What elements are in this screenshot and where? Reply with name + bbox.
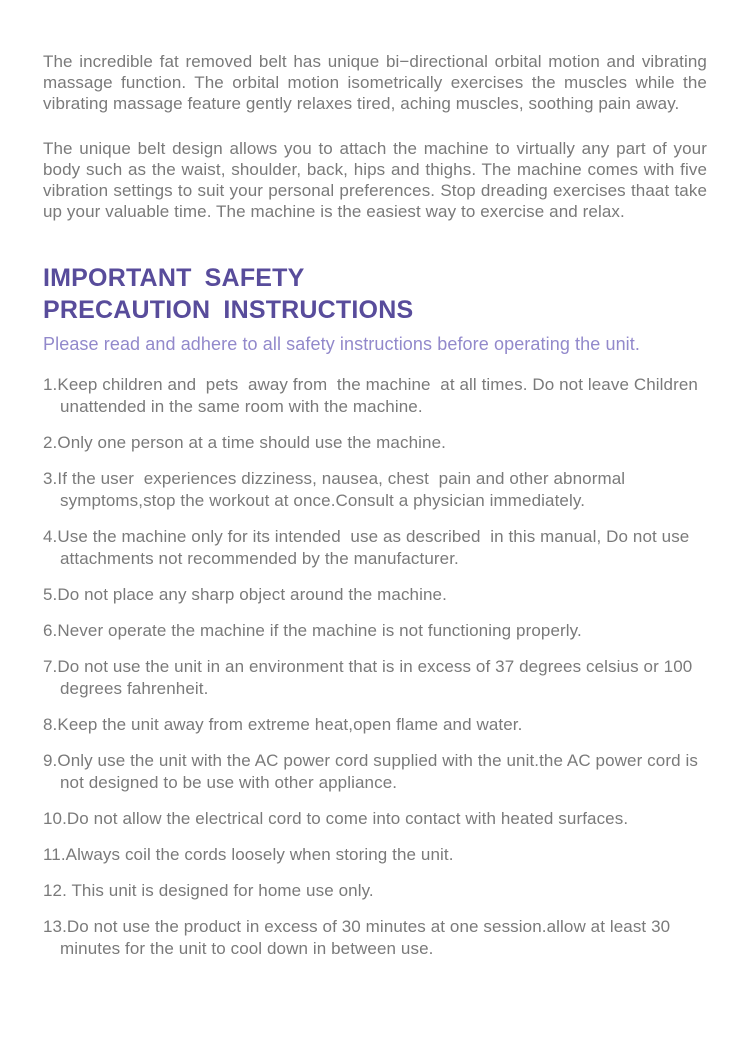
safety-heading-line-1: IMPORTANT SAFETY bbox=[43, 264, 305, 292]
safety-list-item-13: 13.Do not use the product in excess of 30 minutes at one session.allow at least 30 minutes for the unit to cool down in between use. bbox=[43, 917, 676, 958]
safety-list-item-7: 7.Do not use the unit in an environment that is in excess of 37 degrees celsius or 100 degrees fahrenheit. bbox=[43, 657, 698, 698]
safety-list-item-10: 10.Do not allow the electrical cord to come into contact with heated surfaces. bbox=[43, 809, 629, 828]
safety-list-item-3: 3.If the user experiences dizziness, nausea, chest pain and other abnormal symptoms,stop the workout at once.Consult a physician immediately. bbox=[43, 469, 630, 510]
safety-instructions-list bbox=[43, 374, 707, 960]
safety-heading-line-2: PRECAUTION INSTRUCTIONS bbox=[43, 296, 414, 324]
safety-list-item-12: 12. This unit is designed for home use only. bbox=[43, 881, 374, 900]
safety-list-item-8: 8.Keep the unit away from extreme heat,open flame and water. bbox=[43, 715, 523, 734]
safety-list-item-2: 2.Only one person at a time should use the machine. bbox=[43, 433, 446, 452]
safety-subtitle: Please read and adhere to all safety instructions before operating the unit. bbox=[43, 334, 640, 354]
safety-list-item-6: 6.Never operate the machine if the machine is not functioning properly. bbox=[43, 621, 582, 640]
intro-paragraph-1: The incredible fat removed belt has unique bi−directional orbital motion and vibrating massage function. The orbital motion isometrically exercises the muscles while the vibrating massage feature gently relaxes tired, aching muscles, soothing pain away. bbox=[43, 52, 707, 113]
safety-list-item-1: 1.Keep children and pets away from the machine at all times. Do not leave Children unattended in the same room with the machine. bbox=[43, 375, 703, 416]
safety-section-heading bbox=[43, 262, 707, 326]
safety-list-item-9: 9.Only use the unit with the AC power cord supplied with the unit.the AC power cord is not designed to be use with other appliance. bbox=[43, 751, 703, 792]
safety-list-item-4: 4.Use the machine only for its intended use as described in this manual, Do not use attachments not recommended by the manufacturer. bbox=[43, 527, 695, 568]
safety-list-item-5: 5.Do not place any sharp object around the machine. bbox=[43, 585, 447, 604]
intro-paragraph-2: The unique belt design allows you to attach the machine to virtually any part of your body such as the waist, shoulder, back, hips and thighs. The machine comes with five vibration settings to suit your personal preferences. Stop dreading exercises thaat take up your valuable time. The machine is the easiest way to exercise and relax. bbox=[43, 139, 707, 221]
safety-list-item-11: 11.Always coil the cords loosely when storing the unit. bbox=[43, 845, 454, 864]
